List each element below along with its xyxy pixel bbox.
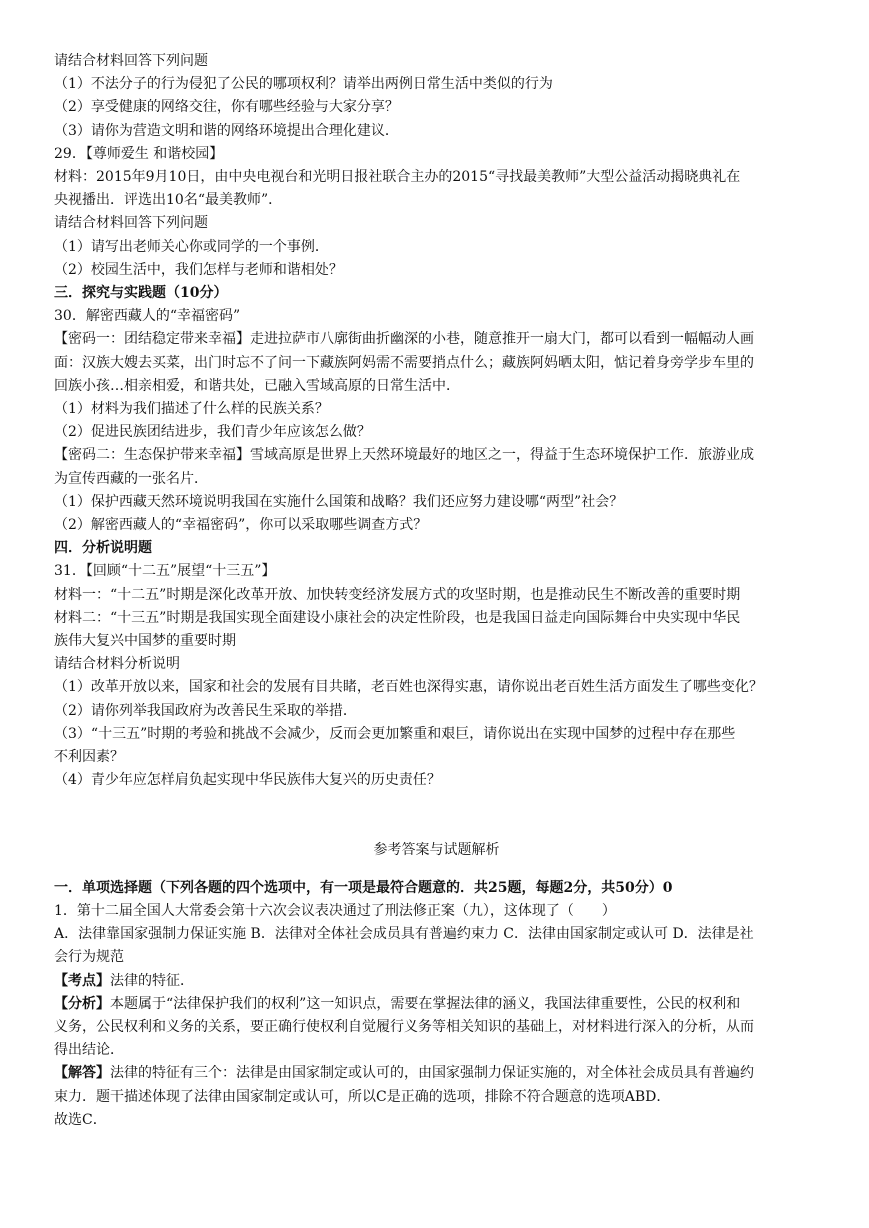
jieda-text: 法律的特征有三个：法律是由国家制定或认可的，由国家强制力保证实施的，对全体社会成员具有普遍约 (110, 1065, 754, 1082)
question-title: 30．解密西藏人的“幸福密码” (54, 308, 241, 325)
text-line: （1）材料为我们描述了什么样的民族关系？ (54, 401, 329, 418)
text-line: 材料二：“十三五”时期是我国实现全面建设小康社会的决定性阶段，也是我国日益走向国际舞台中央实现中华民 (54, 609, 741, 626)
text-line: （2）促进民族团结进步，我们青少年应该怎么做？ (54, 424, 371, 441)
text-line: 回族小孩…相亲相爱，和谐共处，已融入雪域高原的日常生活中． (54, 377, 460, 394)
text-line: （1）改革开放以来，国家和社会的发展有目共睹，老百姓也深得实惠，请你说出老百姓生活方面发生了哪些变化？ (54, 679, 763, 696)
text-line: （2）享受健康的网络交往，你有哪些经验与大家分享？ (54, 99, 399, 116)
questions-block (54, 50, 819, 793)
text-line: （2）解密西藏人的“幸福密码”，你可以采取哪些调查方式？ (54, 517, 428, 534)
jieda-tag: 【解答】 (54, 1065, 110, 1082)
question-options: A．法律靠国家强制力保证实施 B．法律对全体社会成员具有普遍约束力 C．法律由国家制定或认可 D．法律是社 (54, 926, 754, 943)
fenxi-line (54, 993, 819, 1016)
answer-section-title: 参考答案与试题解析 (373, 841, 500, 858)
text-line: 故选C． (54, 1111, 107, 1128)
text-line: 为宣传西藏的一张名片． (54, 470, 208, 487)
text-line: 面：汉族大嫂去买菜，出门时忘不了问一下藏族阿妈需不需要捎点什么；藏族阿妈晒太阳，惦记着身旁学步车里的 (54, 354, 754, 371)
section-heading: 一．单项选择题（下列各题的四个选项中，有一项是最符合题意的．共25题，每题2分，共50分）0 (54, 879, 673, 896)
kaodian-tag: 【考点】 (54, 972, 110, 989)
text-line: 请结合材料回答下列问题 (54, 215, 208, 232)
text-line: 【密码一：团结稳定带来幸福】走进拉萨市八廓街曲折幽深的小巷，随意推开一扇大门，都可以看到一幅幅动人画 (54, 331, 754, 348)
text-line: （4）青少年应怎样肩负起实现中华民族伟大复兴的历史责任？ (54, 772, 441, 789)
text-line: 得出结论． (54, 1042, 124, 1059)
question-title: 29．【尊师爱生 和谐校园】 (54, 145, 224, 162)
text-line: （1）保护西藏天然环境说明我国在实施什么国策和战略？我们还应努力建设哪“两型”社会？ (54, 493, 624, 510)
question-options: 会行为规范 (54, 949, 124, 966)
text-line: 材料：2015年9月10日，由中央电视台和光明日报社联合主办的2015“寻找最美教师”大型公益活动揭晓典礼在 (54, 169, 741, 186)
kaodian-line (54, 970, 819, 993)
text-line: 央视播出．评选出10名“最美教师”． (54, 192, 283, 209)
text-line: 请结合材料分析说明 (54, 656, 180, 673)
fenxi-tag: 【分析】 (54, 995, 110, 1012)
text-line: 材料一：“十二五”时期是深化改革开放、加快转变经济发展方式的攻坚时期，也是推动民生不断改善的重要时期 (54, 586, 741, 603)
section-heading: 四．分析说明题 (54, 540, 152, 557)
text-line: 束力．题干描述体现了法律由国家制定或认可，所以C是正确的选项，排除不符合题意的选项ABD． (54, 1088, 671, 1105)
text-line: （1）不法分子的行为侵犯了公民的哪项权利？请举出两例日常生活中类似的行为 (54, 76, 553, 93)
question-title: 31．【回顾“十二五”展望“十三五”】 (54, 563, 276, 580)
text-line: （2）请你列举我国政府为改善民生采取的举措． (54, 702, 357, 719)
text-line: 请结合材料回答下列问题 (54, 53, 208, 69)
text-line: 义务，公民权利和义务的关系，要正确行使权利自觉履行义务等相关知识的基础上，对材料进行深入的分析，从而 (54, 1018, 754, 1035)
jieda-line (54, 1062, 819, 1085)
kaodian-text: 法律的特征． (110, 972, 194, 989)
answers-block (54, 877, 819, 1132)
text-line: （3）请你为营造文明和谐的网络环境提出合理化建议． (54, 122, 399, 139)
text-line: （2）校园生活中，我们怎样与老师和谐相处？ (54, 261, 343, 278)
question-stem: 1．第十二届全国人大常委会第十六次会议表决通过了刑法修正案（九），这体现了（ ） (54, 902, 616, 919)
text-line: 【密码二：生态保护带来幸福】雪域高原是世界上天然环境最好的地区之一，得益于生态环境保护工作．旅游业成 (54, 447, 754, 464)
text-line: （1）请写出老师关心你或同学的一个事例． (54, 238, 329, 255)
section-heading: 三．探究与实践题（10分） (54, 285, 228, 302)
fenxi-text: 本题属于“法律保护我们的权利”这一知识点，需要在掌握法律的涵义，我国法律重要性，公民的权利和 (110, 995, 741, 1012)
text-line: （3）“十三五”时期的考验和挑战不会减少，反而会更加繁重和艰巨，请你说出在实现中国梦的过程中存在那些 (54, 725, 736, 742)
text-line: 族伟大复兴中国梦的重要时期 (54, 633, 236, 650)
text-line: 不利因素？ (54, 749, 124, 766)
